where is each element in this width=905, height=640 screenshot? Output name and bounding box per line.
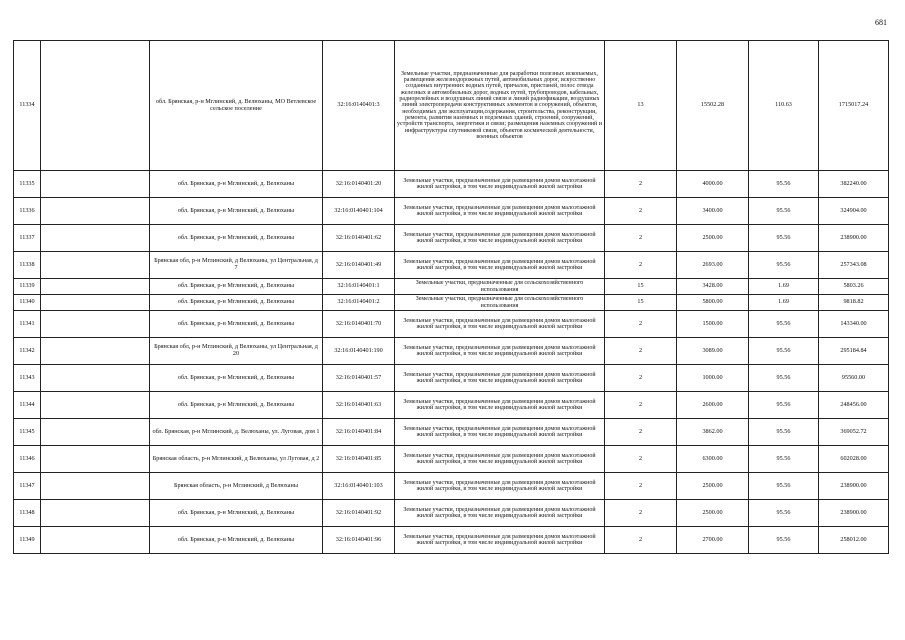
blank-cell — [41, 279, 150, 295]
row-number: 11344 — [14, 392, 41, 419]
cadastral-value-cell: 248456.00 — [819, 392, 889, 419]
cadastral-number-cell: 32:16:0140401:57 — [323, 365, 395, 392]
cadastral-value-cell: 9818.82 — [819, 295, 889, 311]
land-purpose-cell: Земельные участки, предназначенные для размещения домов малоэтажной жилой застройки, в том числе индивидуальной жилой застройки — [395, 365, 605, 392]
cadastral-value-cell: 324904.00 — [819, 198, 889, 225]
area-cell: 3862.00 — [677, 419, 749, 446]
row-number: 11340 — [14, 295, 41, 311]
address-cell: обл. Брянская, р-н Мглинский, д. Велюханы — [150, 279, 323, 295]
rate-cell: 95.56 — [749, 473, 819, 500]
cadastral-number-cell: 32:16:0140401:2 — [323, 295, 395, 311]
group-cell: 2 — [605, 225, 677, 252]
cadastral-value-cell: 5803.26 — [819, 279, 889, 295]
table-row — [14, 338, 889, 365]
row-number: 11348 — [14, 500, 41, 527]
cadastral-number-cell: 32:16:0140401:3 — [323, 41, 395, 171]
table-row — [14, 295, 889, 311]
group-cell: 2 — [605, 252, 677, 279]
rate-cell: 1.69 — [749, 279, 819, 295]
group-cell: 2 — [605, 311, 677, 338]
row-number: 11345 — [14, 419, 41, 446]
land-purpose-cell: Земельные участки, предназначенные для размещения домов малоэтажной жилой застройки, в том числе индивидуальной жилой застройки — [395, 252, 605, 279]
row-number: 11337 — [14, 225, 41, 252]
table-row — [14, 527, 889, 554]
table-row — [14, 446, 889, 473]
blank-cell — [41, 338, 150, 365]
blank-cell — [41, 198, 150, 225]
cadastral-number-cell: 32:16:0140401:103 — [323, 473, 395, 500]
rate-cell: 95.56 — [749, 419, 819, 446]
cadastral-number-cell: 32:16:0140401:63 — [323, 392, 395, 419]
rate-cell: 95.56 — [749, 225, 819, 252]
cadastral-number-cell: 32:16:0140401:20 — [323, 171, 395, 198]
row-number: 11343 — [14, 365, 41, 392]
cadastral-number-cell: 32:16:0140401:92 — [323, 500, 395, 527]
group-cell: 2 — [605, 171, 677, 198]
area-cell: 2500.00 — [677, 500, 749, 527]
land-purpose-cell: Земельные участки, предназначенные для размещения домов малоэтажной жилой застройки, в том числе индивидуальной жилой застройки — [395, 446, 605, 473]
blank-cell — [41, 500, 150, 527]
address-cell: обл. Брянская, р-н Мглинский, д. Велюханы — [150, 171, 323, 198]
row-number: 11346 — [14, 446, 41, 473]
cadastral-number-cell: 32:16:0140401:70 — [323, 311, 395, 338]
land-registry-table — [13, 40, 889, 554]
row-number: 11342 — [14, 338, 41, 365]
area-cell: 4000.00 — [677, 171, 749, 198]
cadastral-value-cell: 238900.00 — [819, 500, 889, 527]
address-cell: Брянская область, р-н Мглинский, д Велюханы — [150, 473, 323, 500]
table-row — [14, 365, 889, 392]
address-cell: обл. Брянская, р-н Мглинский, д. Велюханы — [150, 311, 323, 338]
group-cell: 2 — [605, 338, 677, 365]
land-purpose-cell: Земельные участки, предназначенные для размещения домов малоэтажной жилой застройки, в том числе индивидуальной жилой застройки — [395, 473, 605, 500]
land-purpose-cell: Земельные участки, предназначенные для размещения домов малоэтажной жилой застройки, в том числе индивидуальной жилой застройки — [395, 311, 605, 338]
cadastral-value-cell: 257343.08 — [819, 252, 889, 279]
cadastral-number-cell: 32:16:0140401:1 — [323, 279, 395, 295]
address-cell: обл. Брянская, р-н Мглинский, д. Велюханы — [150, 198, 323, 225]
table-row — [14, 392, 889, 419]
blank-cell — [41, 311, 150, 338]
area-cell: 2693.00 — [677, 252, 749, 279]
rate-cell: 95.56 — [749, 527, 819, 554]
group-cell: 2 — [605, 473, 677, 500]
cadastral-value-cell: 382240.00 — [819, 171, 889, 198]
land-purpose-cell: Земельные участки, предназначенные для сельскохозяйственного использования — [395, 279, 605, 295]
cadastral-number-cell: 32:16:0140401:104 — [323, 198, 395, 225]
cadastral-value-cell: 143340.00 — [819, 311, 889, 338]
blank-cell — [41, 419, 150, 446]
area-cell: 3400.00 — [677, 198, 749, 225]
rate-cell: 95.56 — [749, 365, 819, 392]
row-number: 11339 — [14, 279, 41, 295]
area-cell: 2700.00 — [677, 527, 749, 554]
address-cell: Брянская обл, р-н Мглинский, д Велюханы, ул Центральная, д 7 — [150, 252, 323, 279]
address-cell: Брянская область, р-н Мглинский, д Велюханы, ул Луговая, д 2 — [150, 446, 323, 473]
area-cell: 1500.00 — [677, 311, 749, 338]
land-purpose-cell: Земельные участки, предназначенные для сельскохозяйственного использования — [395, 295, 605, 311]
address-cell: обл. Брянская, р-н Мглинский, д. Велюханы, ул. Луговая, дом 1 — [150, 419, 323, 446]
rate-cell: 95.56 — [749, 311, 819, 338]
area-cell: 1000.00 — [677, 365, 749, 392]
blank-cell — [41, 527, 150, 554]
row-number: 11338 — [14, 252, 41, 279]
table-row — [14, 473, 889, 500]
cadastral-value-cell: 602028.00 — [819, 446, 889, 473]
group-cell: 2 — [605, 446, 677, 473]
row-number: 11335 — [14, 171, 41, 198]
group-cell: 2 — [605, 419, 677, 446]
cadastral-number-cell: 32:16:0140401:49 — [323, 252, 395, 279]
cadastral-value-cell: 1715017.24 — [819, 41, 889, 171]
table-row — [14, 225, 889, 252]
cadastral-number-cell: 32:16:0140401:84 — [323, 419, 395, 446]
address-cell: обл. Брянская, р-н Мглинский, д. Велюханы — [150, 225, 323, 252]
table-row — [14, 171, 889, 198]
area-cell: 3428.00 — [677, 279, 749, 295]
table-row — [14, 41, 889, 171]
blank-cell — [41, 295, 150, 311]
area-cell: 2600.00 — [677, 392, 749, 419]
row-number: 11349 — [14, 527, 41, 554]
page-number: 681 — [875, 18, 887, 27]
rate-cell: 95.56 — [749, 338, 819, 365]
rate-cell: 95.56 — [749, 446, 819, 473]
table-row — [14, 198, 889, 225]
land-purpose-cell: Земельные участки, предназначенные для размещения домов малоэтажной жилой застройки, в том числе индивидуальной жилой застройки — [395, 171, 605, 198]
address-cell: обл. Брянская, р-н Мглинский, д. Велюханы — [150, 295, 323, 311]
rate-cell: 1.69 — [749, 295, 819, 311]
address-cell: обл. Брянская, р-н Мглинский, д. Велюханы — [150, 392, 323, 419]
area-cell: 2500.00 — [677, 225, 749, 252]
table-row — [14, 311, 889, 338]
group-cell: 2 — [605, 500, 677, 527]
rate-cell: 95.56 — [749, 500, 819, 527]
land-purpose-cell: Земельные участки, предназначенные для разработки полезных ископаемых, размещения железнодорожных путей, автомобильных дорог, искусственно созданных внутренних водных путей, причалов, пристаней, полос отвода железных и автомобильных дорог, водных путей, трубопроводов, кабельных, радиорелейных и воздушных линий связи и линий радиофикации, воздушных линий электропередачи конструктивных элементов и сооружений, объектов, необходимых для эксплуатации,содержания, строительства, реконструкции, ремонта, развития наземных и подземных зданий, строений, сооружений, устройств транспорта, энергетики и связи; размещения наземных сооружений и инфраструктуры спутниковой связи, объектов космической деятельности, военных объектов — [395, 41, 605, 171]
area-cell: 15502.28 — [677, 41, 749, 171]
blank-cell — [41, 252, 150, 279]
land-purpose-cell: Земельные участки, предназначенные для размещения домов малоэтажной жилой застройки, в том числе индивидуальной жилой застройки — [395, 225, 605, 252]
rate-cell: 95.56 — [749, 171, 819, 198]
cadastral-value-cell: 238900.00 — [819, 225, 889, 252]
group-cell: 15 — [605, 279, 677, 295]
group-cell: 2 — [605, 527, 677, 554]
blank-cell — [41, 171, 150, 198]
cadastral-value-cell: 95560.00 — [819, 365, 889, 392]
group-cell: 2 — [605, 392, 677, 419]
blank-cell — [41, 392, 150, 419]
cadastral-value-cell: 295184.84 — [819, 338, 889, 365]
blank-cell — [41, 446, 150, 473]
address-cell: Брянская обл, р-н Мглинский, д Велюханы, ул Центральная, д 20 — [150, 338, 323, 365]
address-cell: обл. Брянская, р-н Мглинский, д. Велюханы — [150, 365, 323, 392]
area-cell: 6300.00 — [677, 446, 749, 473]
blank-cell — [41, 473, 150, 500]
row-number: 11336 — [14, 198, 41, 225]
rate-cell: 95.56 — [749, 198, 819, 225]
table-row — [14, 279, 889, 295]
group-cell: 15 — [605, 295, 677, 311]
group-cell: 2 — [605, 198, 677, 225]
cadastral-number-cell: 32:16:0140401:96 — [323, 527, 395, 554]
table-row — [14, 252, 889, 279]
rate-cell: 95.56 — [749, 392, 819, 419]
land-purpose-cell: Земельные участки, предназначенные для размещения домов малоэтажной жилой застройки, в том числе индивидуальной жилой застройки — [395, 527, 605, 554]
cadastral-number-cell: 32:16:0140401:62 — [323, 225, 395, 252]
address-cell: обл. Брянская, р-н Мглинский, д. Велюханы — [150, 527, 323, 554]
area-cell: 3089.00 — [677, 338, 749, 365]
table-row — [14, 419, 889, 446]
row-number: 11341 — [14, 311, 41, 338]
blank-cell — [41, 225, 150, 252]
row-number: 11347 — [14, 473, 41, 500]
rate-cell: 110.63 — [749, 41, 819, 171]
cadastral-number-cell: 32:16:0140401:190 — [323, 338, 395, 365]
group-cell: 13 — [605, 41, 677, 171]
address-cell: обл. Брянская, р-н Мглинский, д. Велюханы, МО Ветлевское сельское поселение — [150, 41, 323, 171]
cadastral-value-cell: 369052.72 — [819, 419, 889, 446]
cadastral-number-cell: 32:16:0140401:85 — [323, 446, 395, 473]
land-purpose-cell: Земельные участки, предназначенные для размещения домов малоэтажной жилой застройки, в том числе индивидуальной жилой застройки — [395, 198, 605, 225]
land-purpose-cell: Земельные участки, предназначенные для размещения домов малоэтажной жилой застройки, в том числе индивидуальной жилой застройки — [395, 338, 605, 365]
area-cell: 5800.00 — [677, 295, 749, 311]
row-number: 11334 — [14, 41, 41, 171]
cadastral-value-cell: 258012.00 — [819, 527, 889, 554]
table-row — [14, 500, 889, 527]
blank-cell — [41, 41, 150, 171]
blank-cell — [41, 365, 150, 392]
land-purpose-cell: Земельные участки, предназначенные для размещения домов малоэтажной жилой застройки, в том числе индивидуальной жилой застройки — [395, 500, 605, 527]
address-cell: обл. Брянская, р-н Мглинский, д. Велюханы — [150, 500, 323, 527]
land-purpose-cell: Земельные участки, предназначенные для размещения домов малоэтажной жилой застройки, в том числе индивидуальной жилой застройки — [395, 392, 605, 419]
land-purpose-cell: Земельные участки, предназначенные для размещения домов малоэтажной жилой застройки, в том числе индивидуальной жилой застройки — [395, 419, 605, 446]
group-cell: 2 — [605, 365, 677, 392]
area-cell: 2500.00 — [677, 473, 749, 500]
rate-cell: 95.56 — [749, 252, 819, 279]
cadastral-value-cell: 238900.00 — [819, 473, 889, 500]
